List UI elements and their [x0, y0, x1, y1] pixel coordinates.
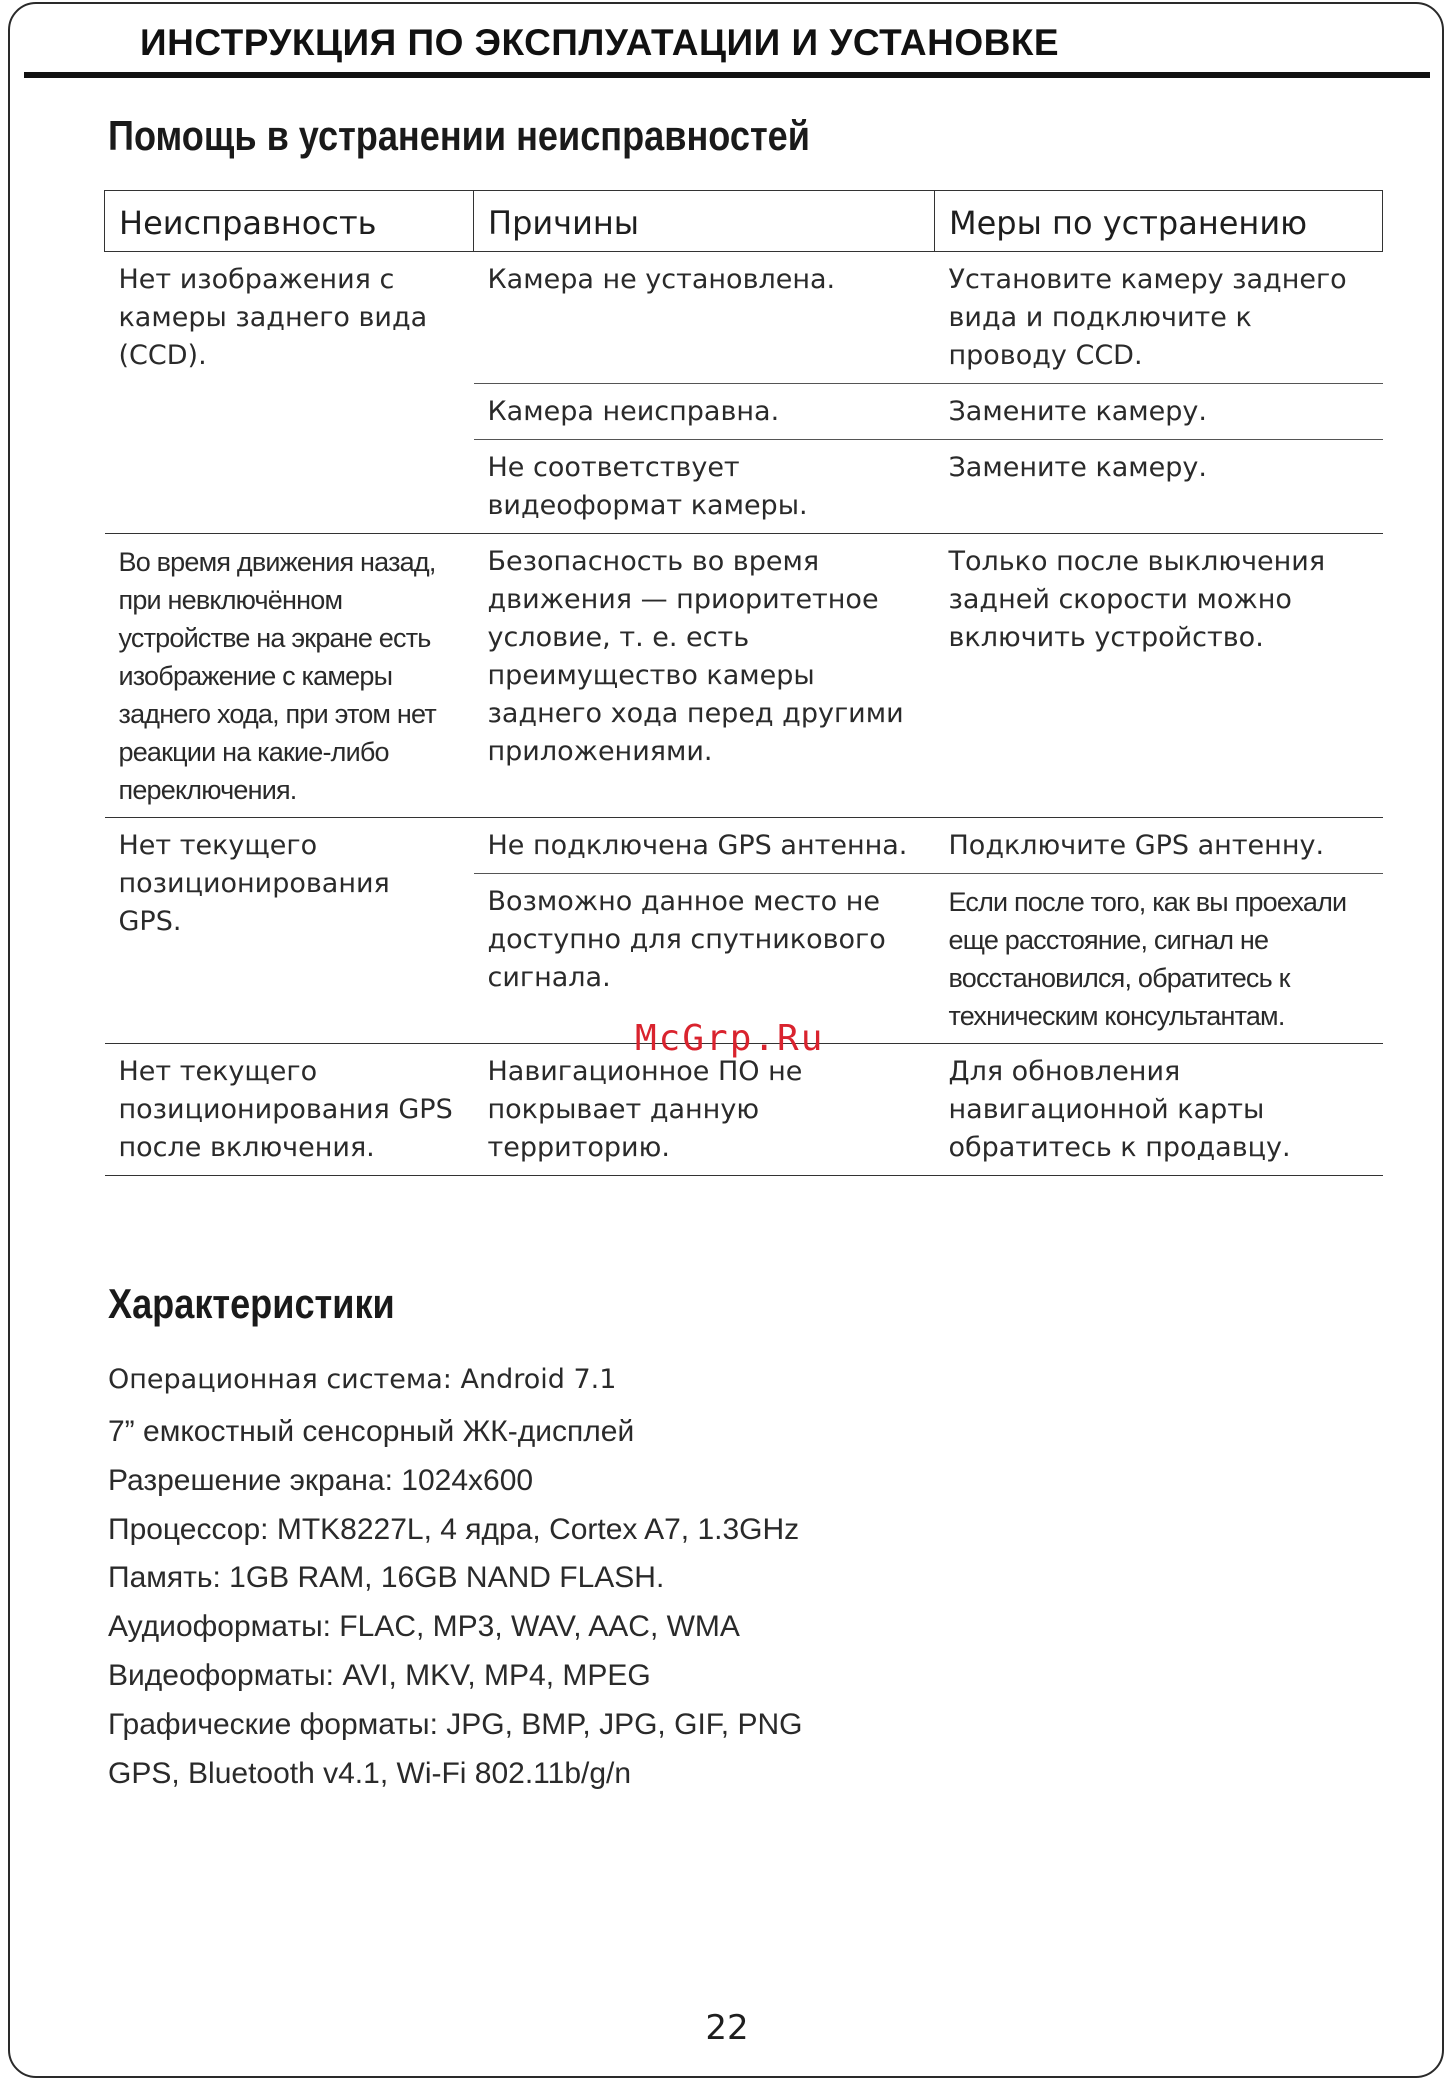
cause-cell: Навигационное ПО не покрывает данную территорию. — [474, 1044, 935, 1176]
specs-list — [108, 1356, 802, 1798]
column-header-problem: Неисправность — [105, 191, 474, 252]
table-header-row — [105, 191, 1383, 252]
watermark: McGrp.Ru — [635, 1018, 825, 1059]
spec-item: Память: 1GB RAM, 16GB NAND FLASH. — [108, 1561, 665, 1595]
fix-cell: Замените камеру. — [935, 384, 1383, 440]
fix-cell: Установите камеру заднего вида и подключите к проводу CCD. — [935, 252, 1383, 384]
troubleshooting-title: Помощь в устранении неисправностей — [108, 112, 810, 159]
spec-item: GPS, Bluetooth v4.1, Wi-Fi 802.11b/g/n — [108, 1756, 632, 1790]
spec-item: Процессор: MTK8227L, 4 ядра, Cortex A7, 1.3GHz — [108, 1512, 800, 1546]
header-title: ИНСТРУКЦИЯ ПО ЭКСПЛУАТАЦИИ И УСТАНОВКЕ — [140, 22, 1060, 63]
spec-item: 7” емкостный сенсорный ЖК-дисплей — [108, 1415, 635, 1448]
fix-cell: Для обновления навигационной карты обратитесь к продавцу. — [935, 1044, 1383, 1176]
column-header-causes: Причины — [474, 191, 935, 252]
cause-cell: Не подключена GPS антенна. — [474, 818, 935, 874]
problem-cell: Нет текущего позиционирования GPS. — [105, 818, 474, 1044]
spec-item: Операционная система: Android 7.1 — [108, 1364, 617, 1395]
problem-cell: Во время движения назад, при невключённом устройстве на экране есть изображение с камеры заднего хода, при этом нет реакции на какие-либо переключения. — [105, 534, 474, 818]
table-row — [105, 1044, 1383, 1176]
spec-item: Аудиоформаты: FLAC, MP3, WAV, AAC, WMA — [108, 1610, 740, 1644]
spec-item: Разрешение экрана: 1024x600 — [108, 1463, 534, 1497]
table-row — [105, 818, 1383, 874]
problem-cell: Нет изображения с камеры заднего вида (CCD). — [105, 252, 474, 534]
problem-cell: Нет текущего позиционирования GPS после включения. — [105, 1044, 474, 1176]
column-header-fixes: Меры по устранению — [935, 191, 1383, 252]
fix-cell: Только после выключения задней скорости можно включить устройство. — [935, 534, 1383, 818]
cause-cell: Камера неисправна. — [474, 384, 935, 440]
header-rule — [24, 72, 1430, 78]
fix-cell: Подключите GPS антенну. — [935, 818, 1383, 874]
cause-cell: Возможно данное место не доступно для спутникового сигнала. — [474, 874, 935, 1044]
fix-cell: Замените камеру. — [935, 440, 1383, 534]
table-row — [105, 252, 1383, 384]
page-number: 22 — [705, 2008, 749, 2048]
specs-title: Характеристики — [108, 1280, 395, 1327]
fix-cell: Если после того, как вы проехали еще расстояние, сигнал не восстановился, обратитесь к техническим консультантам. — [935, 874, 1383, 1044]
cause-cell: Камера не установлена. — [474, 252, 935, 384]
spec-item: Графические форматы: JPG, BMP, JPG, GIF, PNG — [108, 1707, 803, 1741]
cause-cell: Не соответствует видеоформат камеры. — [474, 440, 935, 534]
spec-item: Видеоформаты: AVI, MKV, MP4, MPEG — [108, 1658, 651, 1692]
table-row — [105, 534, 1383, 818]
cause-cell: Безопасность во время движения — приоритетное условие, т. е. есть преимущество камеры заднего хода перед другими приложениями. — [474, 534, 935, 818]
